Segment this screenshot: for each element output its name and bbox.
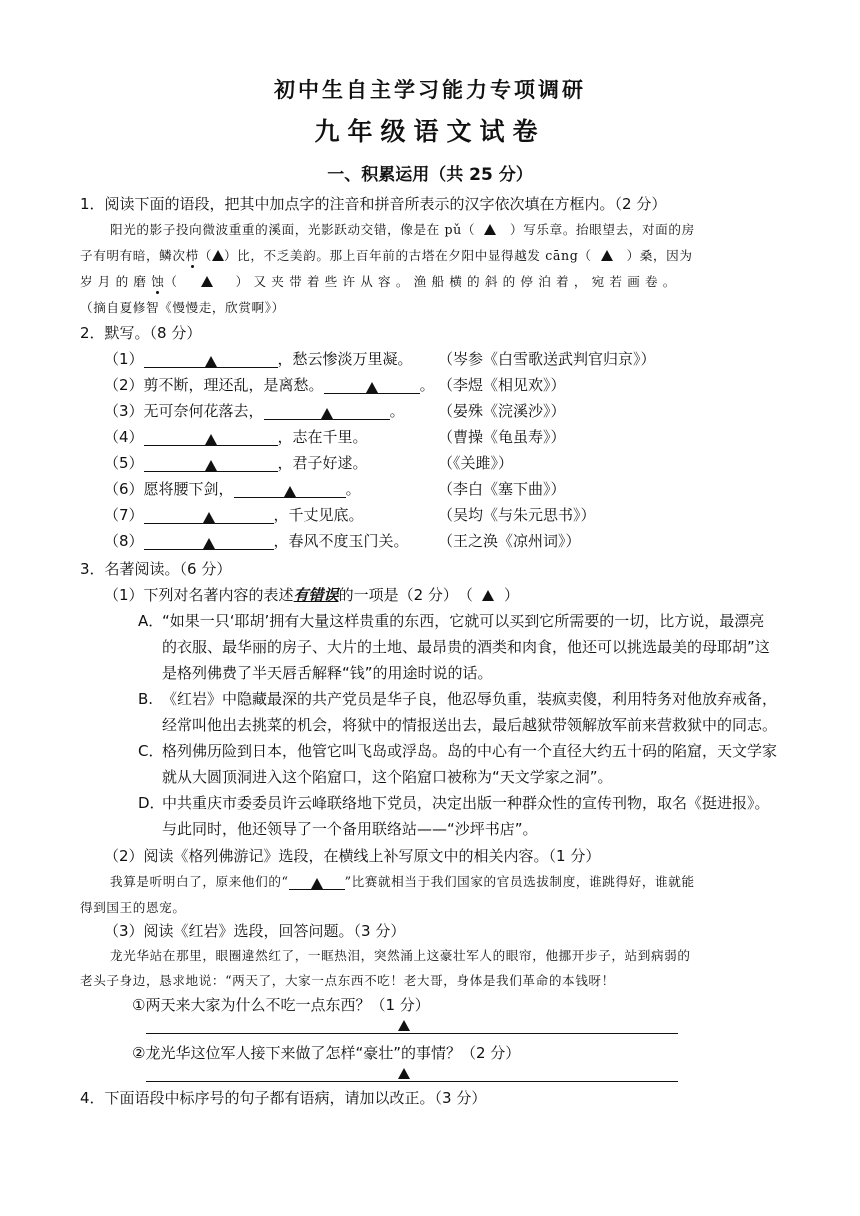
option-d-line: 中共重庆市委委员许云峰联络地下党员，决定出版一种群众性的宣传刊物，取名《挺进报》。 [162,794,770,812]
answer-triangle-icon [203,512,215,523]
q2-item-7-source: （吴均《与朱元思书》） [438,506,596,524]
q3-sub1-stem: （1）下列对名著内容的表述有错误的一项是（2 分） （ ） [104,586,519,604]
answer-triangle-icon [398,1068,410,1079]
option-a-label[interactable]: A． [138,612,164,630]
answer-triangle-icon [203,538,215,549]
q4-stem: 4．下面语段中标序号的句子都有语病，请加以改正。（3 分） [80,1089,487,1107]
q2-stem: 2．默写。（8 分） [80,324,202,342]
q1-passage-line1: 阳光的影子投向微波重重的溪面，光影跃动交错，像是在 pǔ（ ）写乐章。抬眼望去，对面的房 [110,222,695,237]
fill-blank[interactable] [144,506,274,524]
q3-stem: 3．名著阅读。（6 分） [80,560,232,578]
section-title: 一、积累运用（共 25 分） [327,165,533,185]
q2-item-3-source: （晏殊《浣溪沙》） [438,402,566,420]
q2-item-2-source: （李煜《相见欢》） [438,376,566,394]
answer-triangle-icon [284,486,296,497]
q1-passage-line2: 子有明有暗，鳞次栉（ ）比，不乏美韵。那上百年前的古塔在夕阳中显得越发 cāng（ ）桑，因为 [80,248,693,263]
q1-passage-line3: 岁 月 的 磨 蚀（ ） 又 夹 带 着 些 许 从 容 。 渔 船 横 的 斜 的 停 泊 着 ， 宛 若 画 卷 。 [80,274,676,289]
option-a-line: “如果一只‘耶胡’拥有大量这样贵重的东西，它就可以买到它所需要的一切，比方说，最漂亮 [162,612,765,630]
fill-blank[interactable] [144,350,278,368]
q3-sub2-stem: （2）阅读《格列佛游记》选段，在横线上补写原文中的相关内容。（1 分） [104,847,601,865]
option-b-label[interactable]: B. [138,690,154,708]
fill-blank[interactable] [144,532,274,550]
answer-triangle-icon [201,276,213,287]
answer-triangle-icon [205,434,217,445]
answer-triangle-icon [601,250,613,261]
answer-triangle-icon [366,382,378,393]
q2-item-5-source: （《关雎》） [438,454,514,472]
option-c-line: 格列佛历险到日本，他管它叫飞岛或浮岛。岛的中心有一个直径大约五十码的陷窟，天文学家 [162,742,778,760]
q3-sub3-passage-line2: 老头子身边，恳求地说：“两天了，大家一点东西不吃！老大哥，身体是我们革命的本钱呀！ [80,973,615,988]
dotted-character: 栉 [185,248,199,263]
option-d-line: 与此同时，他还领导了一个备用联络站——“沙坪书店”。 [162,820,538,838]
q1-passage-source: （摘自夏修智《慢慢走，欣赏啊》） [80,300,285,315]
q2-item-4: （4） ，志在千里。 [104,428,368,446]
answer-triangle-icon [212,250,224,261]
option-b-line: 《红岩》中隐藏最深的共产党员是华子良，他忍辱负重，装疯卖傻，利用特务对他放弃戒备， [162,690,778,708]
fill-blank[interactable] [264,402,390,420]
answer-line[interactable] [146,1033,678,1034]
q2-item-7: （7） ，千丈见底。 [104,506,364,524]
answer-triangle-icon [205,356,217,367]
q1-stem: 1．阅读下面的语段，把其中加点字的注音和拼音所表示的汉字依次填在方框内。（2 分） [80,195,667,213]
exam-title: 初中生自主学习能力专项调研 [274,78,586,102]
q3-sub3-passage-line1: 龙光华站在那里，眼圈違然红了，一眶热泪，突然涌上这豪壮军人的眼帘，他挪开步子，站到病弱的 [110,948,691,963]
q3-sub3-stem: （3）阅读《红岩》选段，回答问题。（3 分） [104,922,406,940]
q2-item-8-source: （王之涣《凉州词》） [438,532,581,550]
q2-item-4-source: （曹操《龟虽寿》） [438,428,566,446]
answer-triangle-icon [398,1020,410,1031]
exam-subtitle: 九年级语文试卷 [314,117,546,146]
q2-item-8: （8） ，春风不度玉门关。 [104,532,409,550]
q2-item-1-source: （岑参《白雪歌送武判官归京》） [438,350,656,368]
fill-blank[interactable] [144,454,278,472]
answer-triangle-icon [482,590,494,601]
option-b-line: 经常叫他出去挑菜的机会，将狱中的情报送出去，最后越狱带领解放军前来营救狱中的同志。 [162,716,778,734]
fill-blank[interactable] [289,873,345,890]
answer-triangle-icon [484,224,496,235]
q2-item-5: （5） ，君子好逑。 [104,454,368,472]
option-d-label[interactable]: D． [138,794,165,812]
option-a-line: 的衣服、最华丽的房子、大片的土地、最昂贵的酒类和肉食，他还可以挑选最美的母耶胡”这 [162,638,770,656]
answer-triangle-icon [311,878,323,889]
q2-item-6-source: （李白《塞下曲》） [438,480,566,498]
answer-line[interactable] [146,1081,678,1082]
emphasis-text: 有错误 [293,586,339,604]
answer-triangle-icon [321,408,333,419]
fill-blank[interactable] [324,376,420,394]
q3-sub2-passage-line2: 得到国王的恩宠。 [80,900,186,915]
option-c-label[interactable]: C． [138,742,164,760]
q2-item-1: （1） ，愁云惨淡万里凝。 [104,350,413,368]
q2-item-3: （3）无可奈何花落去， 。 [104,402,405,420]
option-a-line: 是格列佛费了半天唇舌解释“钱”的用途时说的话。 [162,664,493,682]
q2-item-6: （6）愿将腰下剑， 。 [104,480,361,498]
q3-sub3-question-2: ②龙光华这位军人接下来做了怎样“豪壮”的事情？（2 分） [132,1044,521,1062]
q3-sub3-question-1: ①两天来大家为什么不吃一点东西？（1 分） [132,996,430,1014]
answer-triangle-icon [205,460,217,471]
q2-item-2: （2）剪不断，理还乱，是离愁。 。 [104,376,435,394]
dotted-character: 蚀 [151,274,165,289]
fill-blank[interactable] [144,428,278,446]
q3-sub2-passage-line1: 我算是听明白了，原来他们的“ ”比赛就相当于我们国家的官员选拔制度，谁跳得好，谁就能 [110,874,695,889]
fill-blank[interactable] [234,480,346,498]
option-c-line: 就从大圆顶洞进入这个陷窟口，这个陷窟口被称为“天文学家之洞”。 [162,768,613,786]
